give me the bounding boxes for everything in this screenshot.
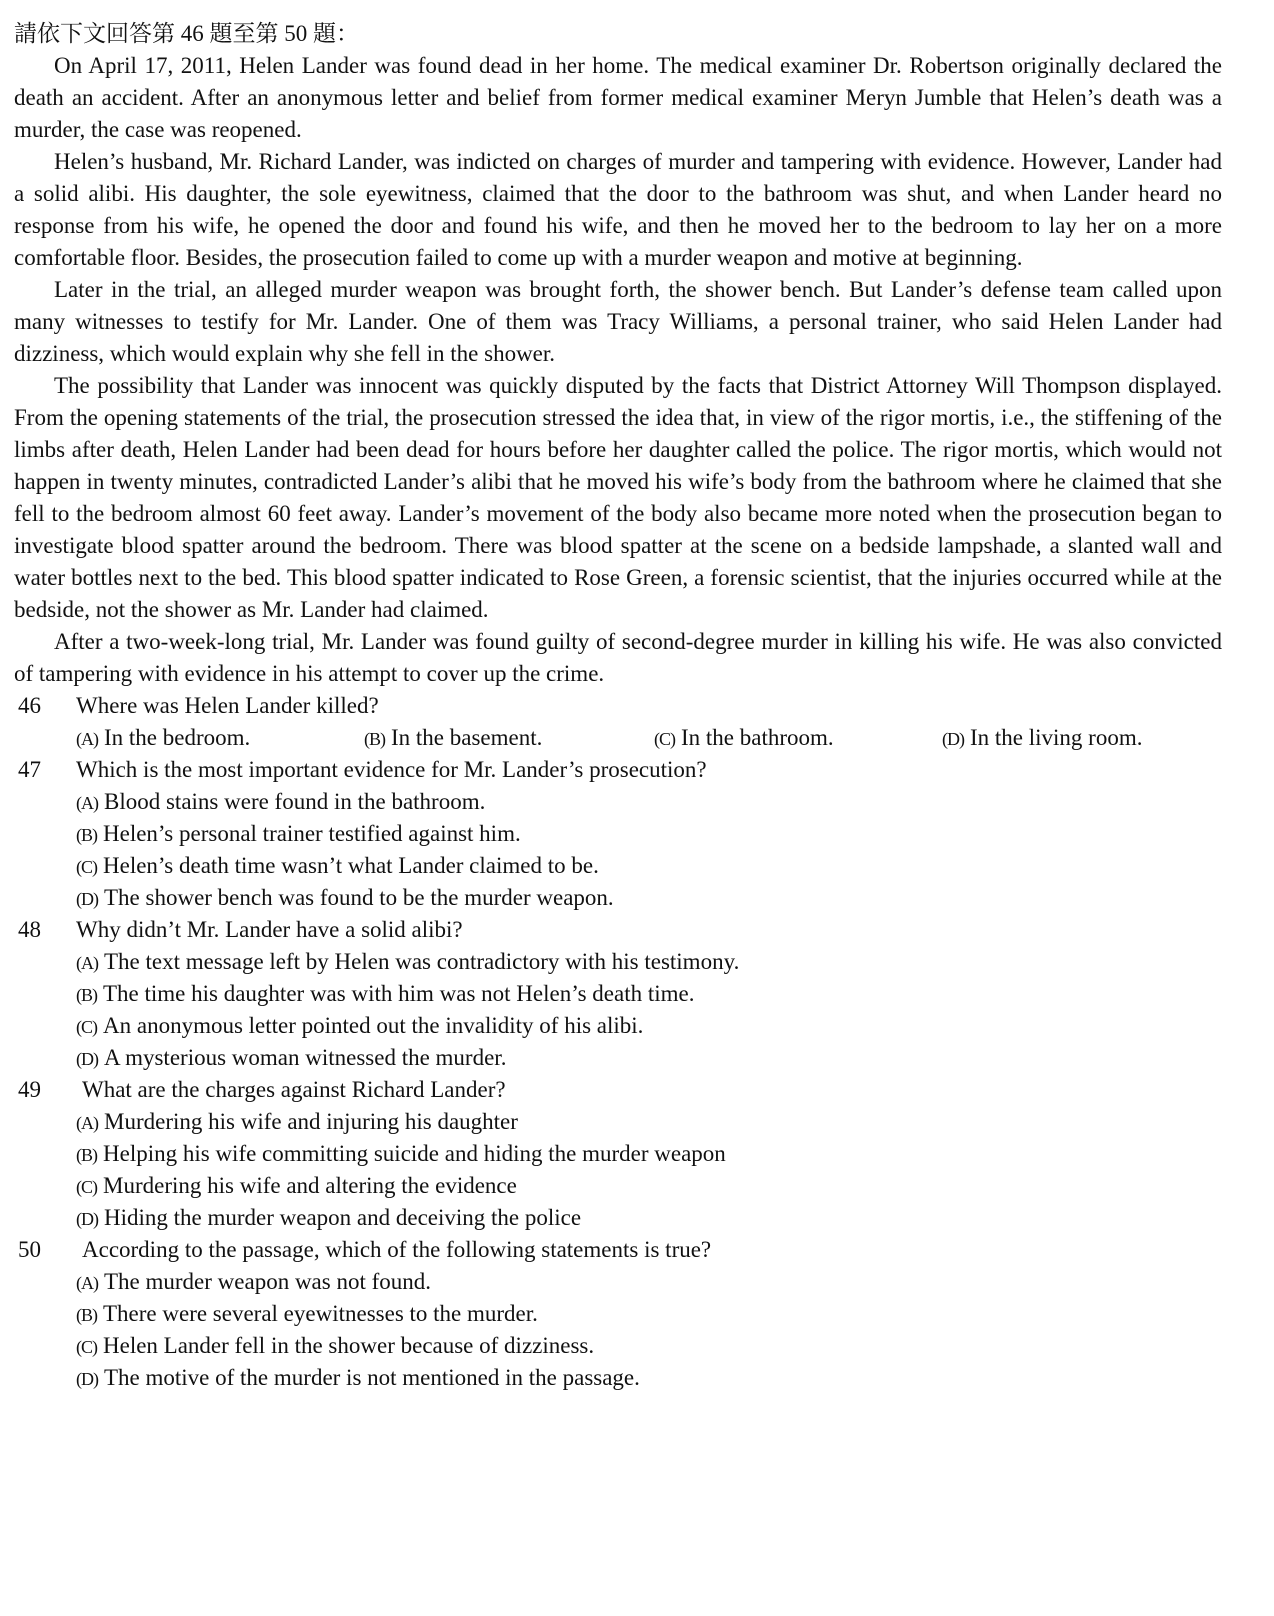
exam-page xyxy=(14,18,1222,1394)
option-text: The shower bench was found to be the murder weapon. xyxy=(104,885,614,910)
option-b[interactable] xyxy=(364,722,542,755)
option-mark: (B) xyxy=(76,1305,97,1325)
option-mark: (A) xyxy=(76,729,98,749)
option-text: There were several eyewitnesses to the murder. xyxy=(103,1301,538,1326)
option-mark: (D) xyxy=(76,889,98,909)
question-number: 47 xyxy=(18,757,41,782)
option-c[interactable] xyxy=(14,1330,1222,1362)
option-b[interactable] xyxy=(14,1138,1222,1170)
option-b[interactable] xyxy=(14,978,1222,1010)
option-text: Murdering his wife and altering the evidence xyxy=(103,1173,517,1198)
option-text: Helen’s death time wasn’t what Lander claimed to be. xyxy=(103,853,599,878)
question-number: 50 xyxy=(18,1237,41,1262)
question-49 xyxy=(14,1074,1222,1106)
instruction-text: 請依下文回答第 46 題至第 50 題： xyxy=(14,21,359,46)
question-47 xyxy=(14,754,1222,786)
question-number: 46 xyxy=(18,693,41,718)
option-mark: (D) xyxy=(942,729,964,749)
option-text: The text message left by Helen was contradictory with his testimony. xyxy=(104,949,740,974)
question-text: What are the charges against Richard Lander? xyxy=(82,1077,506,1102)
option-mark: (C) xyxy=(76,1017,97,1037)
option-c[interactable] xyxy=(14,1170,1222,1202)
option-a[interactable] xyxy=(14,946,1222,978)
option-d[interactable] xyxy=(14,1362,1222,1394)
question-text: Why didn’t Mr. Lander have a solid alibi? xyxy=(76,917,463,942)
option-mark: (C) xyxy=(76,1177,97,1197)
option-text: In the basement. xyxy=(391,725,543,750)
question-46 xyxy=(14,690,1222,722)
question-text: Which is the most important evidence for Mr. Lander’s prosecution? xyxy=(76,757,707,782)
option-d[interactable] xyxy=(14,882,1222,914)
question-number: 49 xyxy=(18,1077,41,1102)
option-d[interactable] xyxy=(14,1202,1222,1234)
option-text: Murdering his wife and injuring his daughter xyxy=(104,1109,518,1134)
option-mark: (C) xyxy=(76,1337,97,1357)
passage-paragraph: On April 17, 2011, Helen Lander was found dead in her home. The medical examiner Dr. Robertson originally declared the death an accident. After an anonymous letter and belief from former medical examiner Meryn Jumble that Helen’s death was a murder, the case was reopened. xyxy=(14,53,1222,142)
option-text: Helen Lander fell in the shower because of dizziness. xyxy=(103,1333,595,1358)
reading-passage xyxy=(14,50,1222,690)
passage-paragraph: After a two-week-long trial, Mr. Lander was found guilty of second-degree murder in killing his wife. He was also convicted of tampering with evidence in his attempt to cover up the crime. xyxy=(14,629,1222,686)
question-48 xyxy=(14,914,1222,946)
option-d[interactable] xyxy=(942,722,1142,755)
option-text: An anonymous letter pointed out the invalidity of his alibi. xyxy=(103,1013,644,1038)
option-mark: (D) xyxy=(76,1049,98,1069)
option-mark: (B) xyxy=(76,985,97,1005)
option-c[interactable] xyxy=(14,850,1222,882)
option-mark: (A) xyxy=(76,953,98,973)
option-mark: (B) xyxy=(364,729,385,749)
option-text: A mysterious woman witnessed the murder. xyxy=(104,1045,507,1070)
option-mark: (B) xyxy=(76,825,97,845)
option-c[interactable] xyxy=(654,722,834,755)
passage-paragraph: Helen’s husband, Mr. Richard Lander, was indicted on charges of murder and tampering with evidence. However, Lander had a solid alibi. His daughter, the sole eyewitness, claimed that the door to the bathroom was shut, and when Lander heard no response from his wife, he opened the door and found his wife, and then he moved her to the bedroom to lay her on a more comfortable floor. Besides, the prosecution failed to come up with a murder weapon and motive at beginning. xyxy=(14,149,1222,270)
option-a[interactable] xyxy=(14,1106,1222,1138)
option-mark: (A) xyxy=(76,1273,98,1293)
option-mark: (C) xyxy=(76,857,97,877)
option-b[interactable] xyxy=(14,818,1222,850)
question-list xyxy=(14,690,1222,1394)
question-46-options xyxy=(14,722,1222,754)
passage-paragraph: Later in the trial, an alleged murder weapon was brought forth, the shower bench. But Lander’s defense team called upon many witnesses to testify for Mr. Lander. One of them was Tracy Williams, a personal trainer, who said Helen Lander had dizziness, which would explain why she fell in the shower. xyxy=(14,277,1222,366)
option-text: Helping his wife committing suicide and hiding the murder weapon xyxy=(103,1141,726,1166)
option-b[interactable] xyxy=(14,1298,1222,1330)
option-d[interactable] xyxy=(14,1042,1222,1074)
option-text: Blood stains were found in the bathroom. xyxy=(104,789,486,814)
option-text: In the bedroom. xyxy=(104,725,251,750)
option-a[interactable] xyxy=(14,1266,1222,1298)
option-mark: (A) xyxy=(76,793,98,813)
option-text: The time his daughter was with him was not Helen’s death time. xyxy=(103,981,695,1006)
option-c[interactable] xyxy=(14,1010,1222,1042)
question-text: Where was Helen Lander killed? xyxy=(76,693,379,718)
option-text: Helen’s personal trainer testified against him. xyxy=(103,821,521,846)
option-text: In the living room. xyxy=(970,725,1143,750)
option-a[interactable] xyxy=(14,786,1222,818)
option-mark: (A) xyxy=(76,1113,98,1133)
option-text: Hiding the murder weapon and deceiving the police xyxy=(104,1205,582,1230)
option-mark: (D) xyxy=(76,1369,98,1389)
question-number: 48 xyxy=(18,917,41,942)
option-text: The murder weapon was not found. xyxy=(104,1269,432,1294)
option-text: In the bathroom. xyxy=(681,725,834,750)
option-mark: (C) xyxy=(654,729,675,749)
question-50 xyxy=(14,1234,1222,1266)
option-a[interactable] xyxy=(76,722,250,755)
option-text: The motive of the murder is not mentioned in the passage. xyxy=(104,1365,640,1390)
passage-paragraph: The possibility that Lander was innocent was quickly disputed by the facts that District Attorney Will Thompson displayed. From the opening statements of the trial, the prosecution stressed the idea that, in view of the rigor mortis, i.e., the stiffening of the limbs after death, Helen Lander had been dead for hours before her daughter called the police. The rigor mortis, which would not happen in twenty minutes, contradicted Lander’s alibi that he moved his wife’s body from the bathroom where he claimed that she fell to the bedroom almost 60 feet away. Lander’s movement of the body also became more noted when the prosecution began to investigate blood spatter around the bedroom. There was blood spatter at the scene on a bedside lampshade, a slanted wall and water bottles next to the bed. This blood spatter indicated to Rose Green, a forensic scientist, that the injuries occurred while at the bedside, not the shower as Mr. Lander had claimed. xyxy=(14,373,1222,622)
option-mark: (D) xyxy=(76,1209,98,1229)
option-mark: (B) xyxy=(76,1145,97,1165)
question-text: According to the passage, which of the following statements is true? xyxy=(82,1237,712,1262)
